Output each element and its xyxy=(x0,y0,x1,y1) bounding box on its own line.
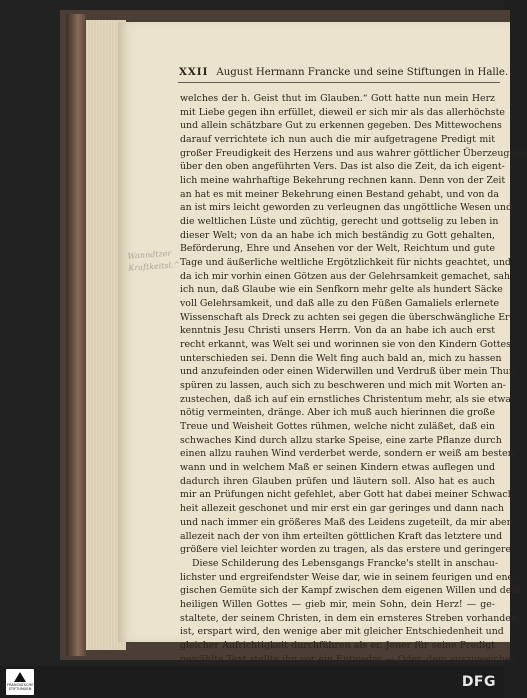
text-line: gischen Gemüte sich der Kampf zwischen dem eigenen Willen und dem xyxy=(180,585,521,597)
institution-logo[interactable] xyxy=(6,669,34,695)
body-text xyxy=(180,92,527,680)
text-line: Diese Schilderung des Lebensgangs Francke's stellt in anschau- xyxy=(192,557,499,569)
text-line: kenntnis Jesu Christi unsers Herrn. Von da an habe ich auch erst xyxy=(180,325,495,337)
text-line: zustechen, daß ich auf ein ernstliches Christentum mehr, als sie etwa xyxy=(180,393,512,405)
text-line: gleicher Aufrichtigkeit durchführen als er. Jener für seine Predigt xyxy=(180,639,495,651)
viewer-footer xyxy=(0,666,504,698)
text-line: größere viel leichter worden zu tragen, als das erstere und geringere.“ xyxy=(180,544,519,556)
text-line: und nach immer ein größeres Maß des Leidens zugeteilt, da mir aber xyxy=(180,516,512,528)
logo-text: FRANCKESCHE STIFTUNGEN xyxy=(7,683,34,691)
text-line: lich meine wahrhaftige Bekehrung rechnen kann. Denn von der Zeit xyxy=(180,175,506,187)
margin-note-line: Kraftkeitsl.^ xyxy=(128,260,181,273)
text-line: voll Gelehrsamkeit, und daß alle zu den Füßen Gamaliels erlernete xyxy=(180,298,500,310)
running-header xyxy=(179,62,509,82)
text-line: Tage und äußerliche weltliche Ergötzlichkeit für nichts geachtet, und xyxy=(180,257,511,269)
text-line: welches der h. Geist thut im Glauben.“ Gott hatte nun mein Herz xyxy=(180,93,495,104)
text-line: wann und in welchem Maß er seinen Kindern etwas auflegen und xyxy=(180,462,495,474)
text-line: Treue und Weisheit Gottes rühmen, welche nicht zuläßet, daß ein xyxy=(180,421,495,433)
handwritten-margin-note xyxy=(127,247,181,275)
text-line: mir an Prüfungen nicht gefehlet, aber Gott hat dabei meiner Schwach- xyxy=(180,489,517,501)
text-line: schwaches Kind durch allzu starke Speise, eine zarte Pflanze durch xyxy=(180,434,502,446)
text-line: und allein schätzbare Gut zu erkennen gegeben. Des Mittewochens xyxy=(180,120,502,132)
text-line: da ich mir vorhin einen Götzen aus der Gelehrsamkeit gemachet, sah xyxy=(180,270,511,282)
text-line: dieser Welt; von da an habe ich mich beständig zu Gott gehalten, xyxy=(180,229,495,241)
text-line: spüren zu lassen, auch sich zu beschweren und mich mit Worten an- xyxy=(180,380,506,392)
text-line: ich nun, daß Glaube wie ein Senfkorn mehr gelte als hundert Säcke xyxy=(180,284,503,296)
margin-note-line: Wanndtzer xyxy=(127,248,172,261)
text-line: die weltlichen Lüste und züchtig, gerecht und gottselig zu leben in xyxy=(180,216,499,228)
text-line: lichster und ergreifendster Weise dar, wie in seinem feurigen und ener- xyxy=(180,571,521,583)
book-spine-edge xyxy=(66,14,86,656)
header-rule xyxy=(178,82,500,83)
text-line: dadurch ihren Glauben prüfen und läutern soll. Also hat es auch xyxy=(180,475,495,487)
text-line: Beförderung, Ehre und Ansehen vor der Welt, Reichtum und gute xyxy=(180,243,495,255)
text-line: heiligen Willen Gottes — gieb mir, mein Sohn, dein Herz! — ge- xyxy=(180,598,495,610)
text-line: staltete, der seinem Christen, in dem ein ernsteres Streben vorhanden xyxy=(180,612,517,624)
text-line: einen allzu rauhen Wind verderbet werde, sondern er weiß am besten, xyxy=(180,448,517,460)
text-line: mit Liebe gegen ihn erfüllet, dieweil er sich mir als das allerhöchste xyxy=(180,106,505,118)
text-line: ist, erspart wird, den wenige aber mit gleicher Entschiedenheit und xyxy=(180,626,504,638)
text-line: und anzufeinden oder einen Widerwillen und Verdruß über mein Thun xyxy=(180,366,515,378)
text-line: über den oben angeführten Vers. Das ist also die Zeit, da ich eigent- xyxy=(180,161,505,173)
text-line: unterschieden sei. Denn die Welt fing auch bald an, mich zu hassen xyxy=(180,352,502,364)
text-line: darauf verrichtete ich nun auch die mir aufgetragene Predigt mit xyxy=(180,134,495,146)
text-line: an hat es mit meiner Bekehrung einen Bestand gehabt, und von da xyxy=(180,188,499,200)
text-line: recht erkannt, was Welt sei und worinnen sie von den Kindern Gottes xyxy=(180,339,511,351)
text-line: gewählte Text stellte ihn vor ein Entweder — Oder, dem auszuweichen xyxy=(180,653,517,665)
text-line: allezeit nach der von ihm erteilten göttlichen Kraft das letztere und xyxy=(180,530,503,542)
text-line: großer Freudigkeit des Herzens und aus wahrer göttlicher Überzeugung xyxy=(180,147,527,159)
text-line: Wissenschaft als Dreck zu achten sei gegen die überschwängliche Er- xyxy=(180,311,513,323)
text-line: an ist mirs leicht geworden zu verleugnen das ungöttliche Wesen und xyxy=(180,202,512,214)
page-number: XXII xyxy=(179,66,209,78)
dfg-logo[interactable]: DFG xyxy=(461,674,496,690)
text-line: heit allezeit geschonet und mir erst ein gar geringes und dann nach xyxy=(180,503,504,515)
text-line: nötig vermeinten, dränge. Aber ich muß auch hierinnen die große xyxy=(180,407,495,419)
running-title: August Hermann Francke und seine Stiftungen in Halle. xyxy=(216,66,509,78)
logo-mark-icon xyxy=(14,672,26,682)
